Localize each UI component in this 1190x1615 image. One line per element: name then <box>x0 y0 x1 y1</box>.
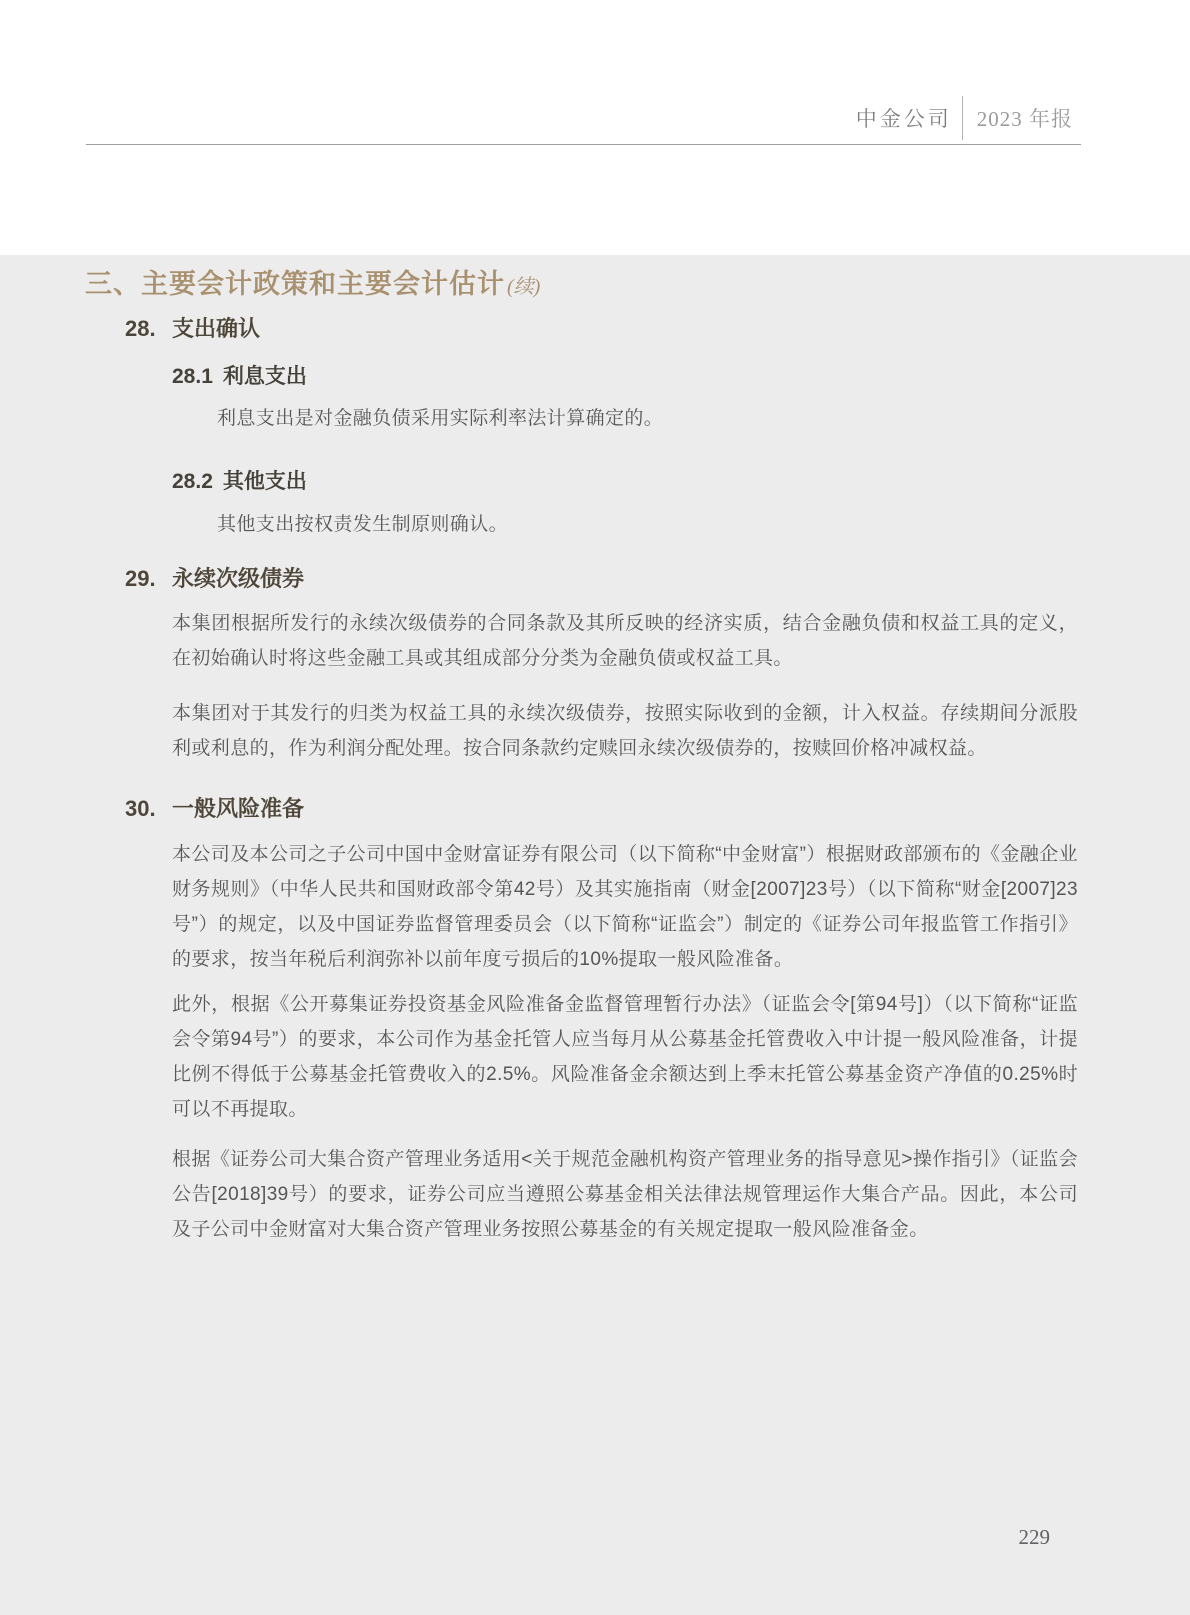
paragraph-29-1: 本集团根据所发行的永续次级债券的合同条款及其所反映的经济实质，结合金融负债和权益工具的定义，在初始确认时将这些金融工具或其组成部分分类为金融负债或权益工具。 <box>172 613 1078 669</box>
heading-28-2 <box>172 465 307 495</box>
paragraph-30-3: 根据《证券公司大集合资产管理业务适用<关于规范金融机构资产管理业务的指导意见>操作指引》（证监会公告[2018]39号）的要求，证券公司应当遵照公募基金相关法律法规管理运作大集合产品。因此，本公司及子公司中金财富对大集合资产管理业务按照公募基金的有关规定提取一般风险准备金。 <box>172 1149 1078 1240</box>
heading-30 <box>125 792 304 823</box>
heading-28-number: 28. <box>125 316 156 341</box>
heading-28-title: 支出确认 <box>172 316 261 341</box>
page-number: 229 <box>1018 1525 1050 1549</box>
report-edition: 2023 年报 <box>976 107 1073 131</box>
page-header <box>856 96 1073 140</box>
heading-30-number: 30. <box>125 796 156 821</box>
paragraph-30-1: 本公司及本公司之子公司中国中金财富证券有限公司（以下简称“中金财富”）根据财政部颁布的《金融企业财务规则》（中华人民共和国财政部令第42号）及其实施指南（财金[2007]23号）（以下简称“财金[2007]23号”）的规定，以及中国证券监督管理委员会（以下简称“证监会”）制定的《证券公司年报监管工作指引》的要求，按当年税后利润弥补以前年度亏损后的10%提取一般风险准备。 <box>172 844 1078 970</box>
company-name: 中金公司 <box>855 107 952 131</box>
heading-28-2-number: 28.2 <box>172 470 213 493</box>
chapter-title <box>85 262 540 301</box>
paragraph-28-2: 其他支出按权责发生制原则确认。 <box>217 514 509 535</box>
paragraph-29-2: 本集团对于其发行的归类为权益工具的永续次级债券，按照实际收到的金额，计入权益。存续期间分派股利或利息的，作为利润分配处理。按合同条款约定赎回永续次级债券的，按赎回价格冲减权益。 <box>172 703 1078 759</box>
heading-29-number: 29. <box>125 566 156 591</box>
header-divider <box>962 96 963 140</box>
header-rule <box>86 144 1081 145</box>
chapter-title-continued: (续) <box>507 276 541 298</box>
heading-28-1 <box>172 360 307 390</box>
heading-28-1-title: 利息支出 <box>222 365 307 388</box>
heading-28 <box>125 312 260 343</box>
heading-28-2-title: 其他支出 <box>222 470 307 493</box>
heading-28-1-number: 28.1 <box>172 365 213 388</box>
chapter-title-text: 三、主要会计政策和主要会计估计 <box>85 269 505 299</box>
heading-30-title: 一般风险准备 <box>172 796 305 821</box>
heading-29 <box>125 562 304 593</box>
paragraph-30-2: 此外，根据《公开募集证券投资基金风险准备金监督管理暂行办法》（证监会令[第94号]）（以下简称“证监会令第94号”）的要求，本公司作为基金托管人应当每月从公募基金托管费收入中计提一般风险准备，计提比例不得低于公募基金托管费收入的2.5%。风险准备金余额达到上季末托管公募基金资产净值的0.25%时可以不再提取。 <box>172 994 1078 1120</box>
paragraph-28-1: 利息支出是对金融负债采用实际利率法计算确定的。 <box>217 408 664 429</box>
heading-29-title: 永续次级债券 <box>172 566 305 591</box>
